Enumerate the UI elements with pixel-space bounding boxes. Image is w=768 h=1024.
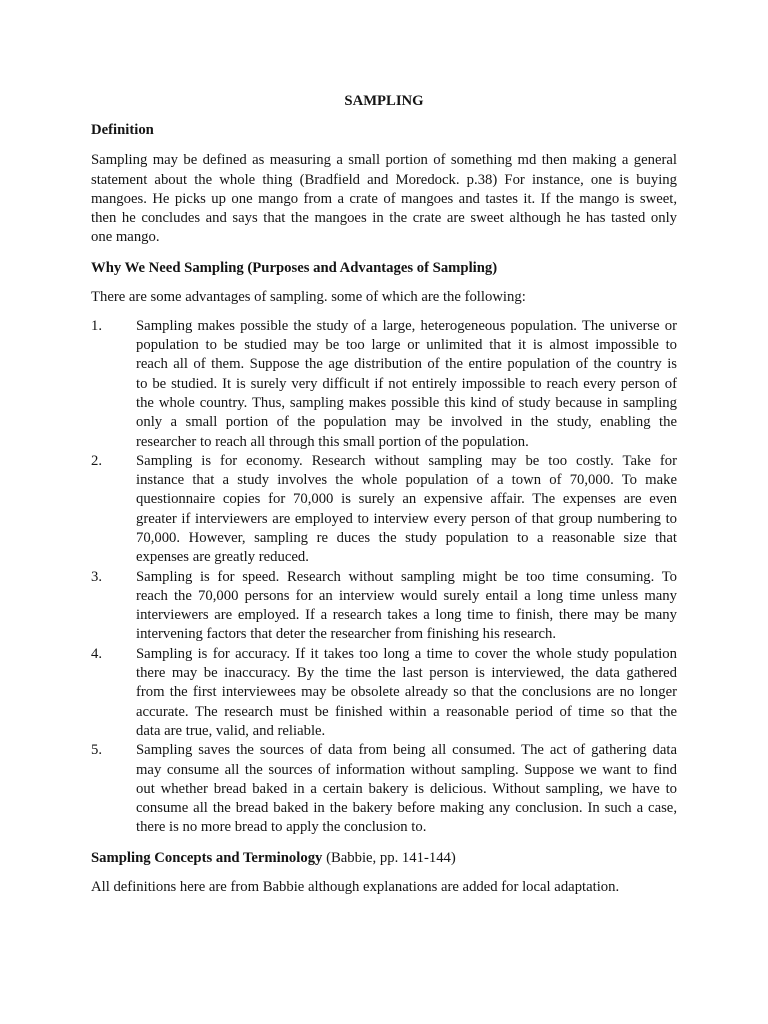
list-line: Sampling is for speed. Research without sampling might be too time consuming. To (136, 568, 677, 585)
concepts-section (91, 849, 677, 897)
list-number: 4. (91, 645, 103, 662)
definition-section (91, 121, 677, 248)
document-content (91, 92, 677, 908)
paragraph-line: Sampling may be defined as measuring a small portion of something md then making a general (91, 152, 677, 169)
list-item (91, 645, 677, 741)
list-line: there may be inaccuracy. By the time the last person is interviewed, the data gathered (136, 665, 677, 682)
list-item (91, 317, 677, 452)
concepts-heading-line (91, 849, 677, 868)
list-line: accurate. The research must be finished within a reasonable period of time so that the (136, 703, 677, 720)
list-number: 2. (91, 452, 103, 469)
list-line: intervening factors that deter the researcher from finishing his research. (136, 626, 557, 643)
list-line: data are true, valid, and reliable. (136, 722, 326, 739)
list-item (91, 568, 677, 645)
list-item-text (136, 452, 677, 568)
list-item (91, 452, 677, 568)
advantages-list (91, 317, 677, 838)
list-line: greater if interviewers are employed to interview every person of that group numbering to (136, 510, 677, 527)
list-line: from the first interviewees may be obsolete already so that the conclusions are no longer (136, 684, 677, 701)
list-number: 3. (91, 568, 103, 585)
list-line: questionnaire copies for 70,000 is surely an expensive affair. The expenses are even (136, 491, 677, 508)
definition-heading: Definition (91, 121, 154, 138)
list-line: only a small portion of the population may be involved in the study, enabling the (136, 414, 677, 431)
list-line: there is no more bread to apply the conclusion to. (136, 819, 427, 836)
advantages-heading: Why We Need Sampling (Purposes and Advantages of Sampling) (91, 259, 498, 276)
list-item (91, 741, 677, 837)
list-item-text (136, 645, 677, 741)
paragraph-line: There are some advantages of sampling. some of which are the following: (91, 288, 526, 305)
list-line: to be studied. It is surely very difficult if not entirely impossible to reach every person of (136, 375, 677, 392)
advantages-section (91, 259, 677, 838)
list-number: 1. (91, 317, 103, 334)
paragraph-line: then he concludes and says that the mangoes in the crate are sweet although he has tasted only (91, 210, 677, 227)
list-line: reach the 70,000 persons for an interview would surely entail a long time unless many (136, 587, 677, 604)
list-line: Sampling makes possible the study of a large, heterogeneous population. The universe or (136, 317, 677, 334)
list-line: 70,000. However, sampling re duces the study population to a reasonable size that (136, 530, 677, 546)
concepts-citation: (Babbie, pp. 141-144) (326, 849, 456, 866)
list-line: instance that a study involves the whole population of a town of 70,000. To make (136, 472, 677, 489)
paragraph-line: mangoes. He picks up one mango from a crate of mangoes and tastes it. If the mango is sweet, (91, 190, 677, 207)
list-number: 5. (91, 742, 103, 759)
list-item-text (136, 317, 677, 452)
list-line: the whole country. Thus, sampling makes possible this kind of study because in sampling (136, 394, 677, 411)
advantages-intro (91, 288, 677, 307)
paragraph-line: statement about the whole thing (Bradfield and Moredock. p.38) For instance, one is buying (91, 171, 677, 188)
list-item-text (136, 568, 677, 645)
list-line: out whether bread baked in a certain bakery is delicious. Without sampling, we have to (136, 780, 677, 797)
list-line: expenses are greatly reduced. (136, 549, 309, 566)
list-line: Sampling is for economy. Research without sampling may be too costly. Take for (136, 452, 677, 469)
list-line: reach all of them. Suppose the age distribution of the entire population of the country is (136, 356, 677, 373)
list-line: population to be studied may be too large or unlimited that it is almost impossible to (136, 337, 677, 354)
list-line: may consume all the sources of information without sampling. Suppose we want to find (136, 761, 677, 778)
paragraph-line: one mango. (91, 229, 160, 246)
list-line: interviewers are employed. If a research takes a long time to finish, there may be many (136, 607, 677, 624)
list-line: Sampling saves the sources of data from being all consumed. The act of gathering data (136, 742, 677, 759)
list-line: researcher to reach all through this small portion of the population. (136, 433, 529, 450)
paragraph-line: All definitions here are from Babbie although explanations are added for local adaptation. (91, 878, 620, 895)
list-item-text (136, 741, 677, 837)
page-title: SAMPLING (344, 93, 424, 109)
list-line: consume all the bread baked in the bakery before making any conclusion. In such a case, (136, 800, 677, 817)
list-line: Sampling is for accuracy. If it takes too long a time to cover the whole study population (136, 645, 677, 662)
definition-paragraph (91, 151, 677, 247)
concepts-heading: Sampling Concepts and Terminology (91, 849, 323, 866)
concepts-note (91, 878, 677, 897)
